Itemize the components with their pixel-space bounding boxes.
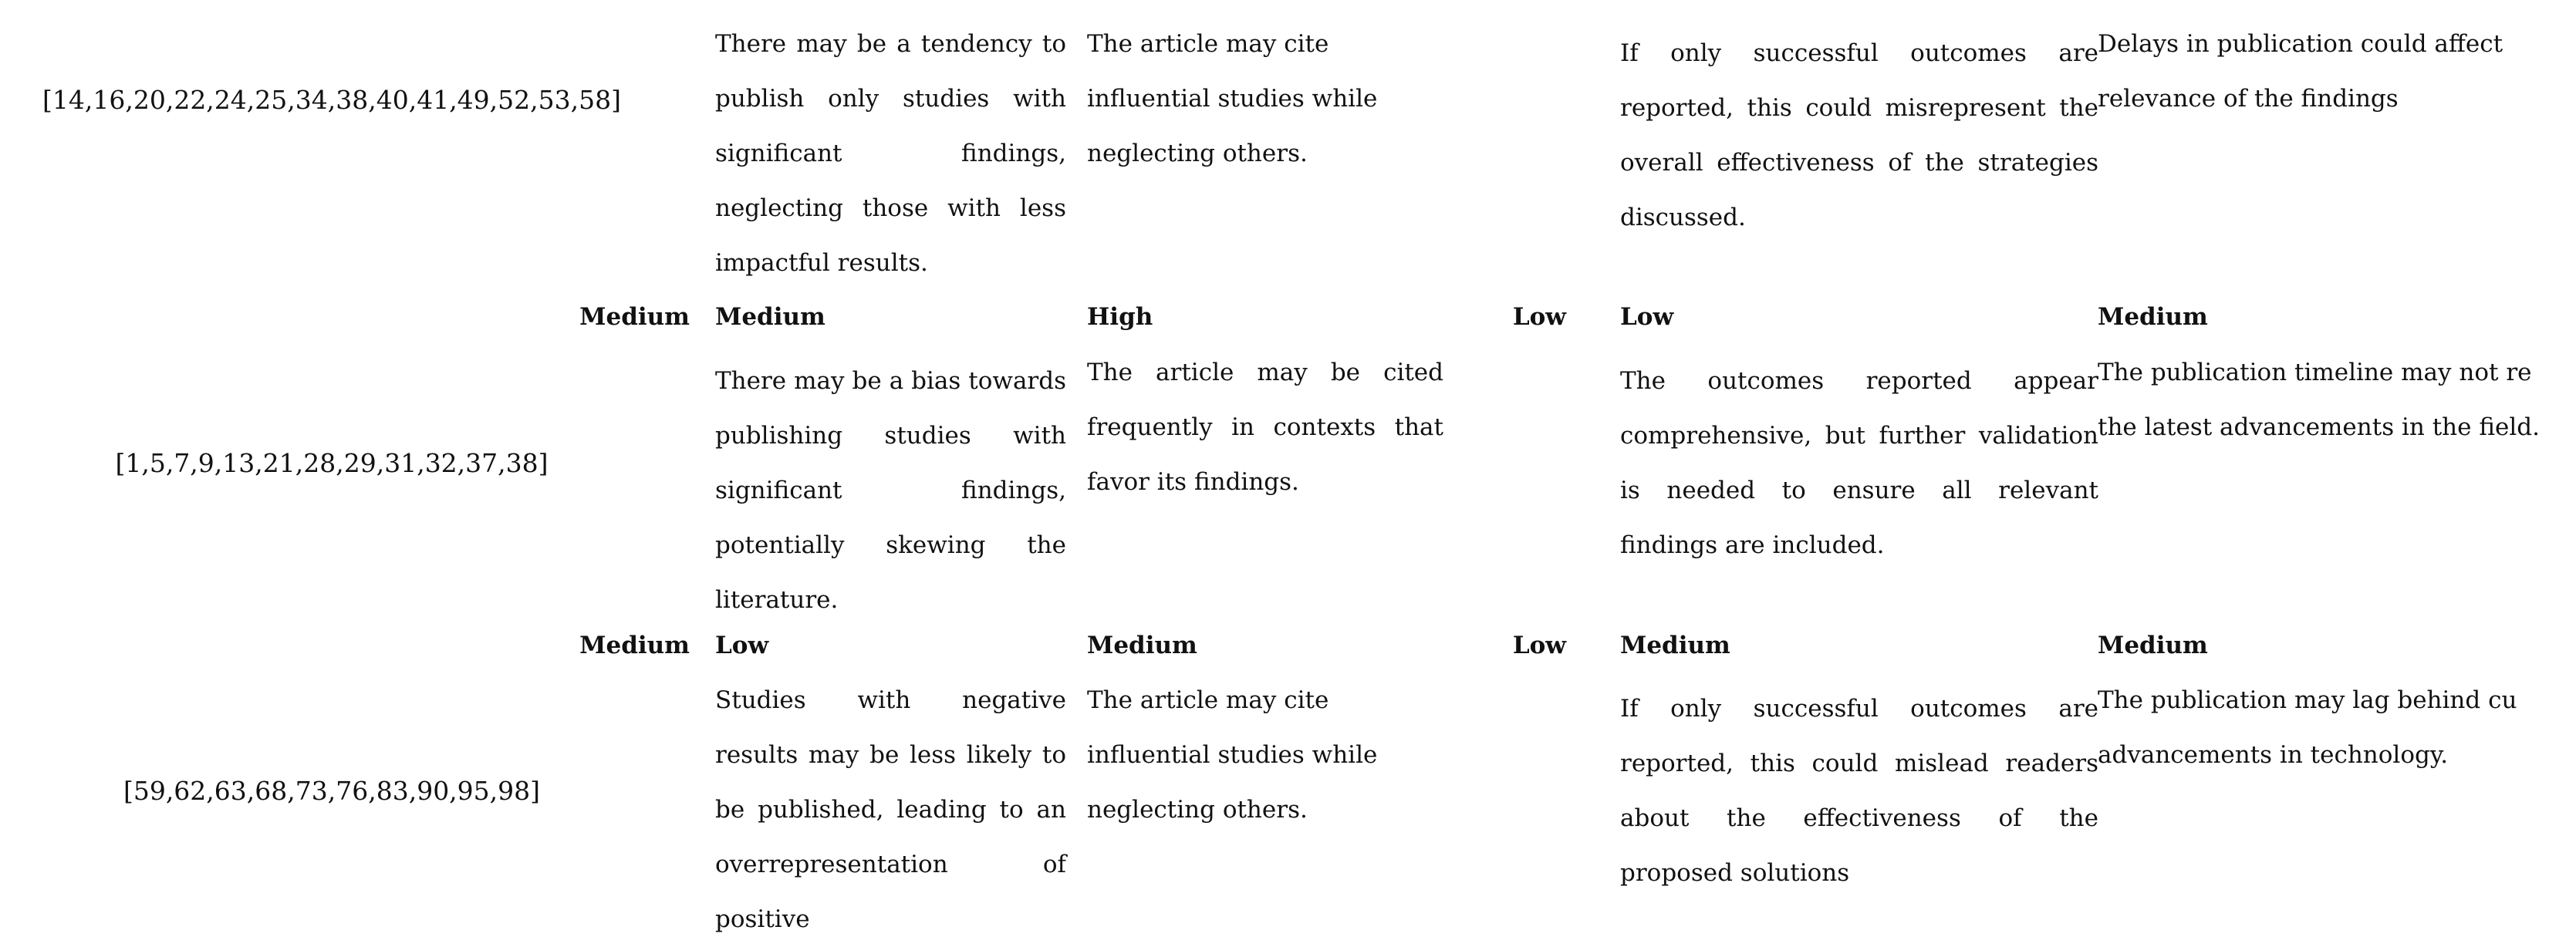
publication-bias-text: Studies with negative results may be less likely to be published, leading to an overrepresentation of positive	[715, 686, 1066, 933]
time-lag-text: The publication may lag behind cu advancements in technology.	[2098, 686, 2517, 769]
time-lag-text: Delays in publication could affect relevance of the findings	[2098, 30, 2503, 113]
citation-bias-text: The article may cite influential studies while neglecting others.	[1087, 30, 1378, 167]
bias-level: Medium	[579, 632, 690, 659]
outcome-reporting-text: The outcomes reported appear comprehensive, but further validation is needed to ensure all relevant findings are included.	[1620, 367, 2098, 559]
outcome-reporting-level: Low	[1620, 303, 1674, 331]
publication-bias-level: Medium	[715, 303, 825, 331]
reference-list: [1,5,7,9,13,21,28,29,31,32,37,38]	[115, 448, 549, 478]
outcome-reporting-text: If only successful outcomes are reported, this could misrepresent the overall effectiveness of the strategies discussed.	[1620, 39, 2098, 231]
outcome-reporting-level: Medium	[1620, 632, 1730, 659]
citation-bias-text: The article may cite influential studies while neglecting others.	[1087, 686, 1378, 824]
bias-level: Low	[1512, 632, 1566, 659]
reference-list: [14,16,20,22,24,25,34,38,40,41,49,52,53,58]	[42, 85, 621, 115]
bias-level: Medium	[579, 303, 690, 331]
publication-bias-text: There may be a tendency to publish only studies with significant findings, neglecting those with less impactful results.	[715, 30, 1066, 277]
bias-level: Low	[1512, 303, 1566, 331]
time-lag-level: Medium	[2098, 632, 2208, 659]
reference-list: [59,62,63,68,73,76,83,90,95,98]	[123, 776, 541, 806]
publication-bias-level: Low	[715, 632, 769, 659]
time-lag-level: Medium	[2098, 303, 2208, 331]
citation-bias-level: High	[1087, 303, 1153, 331]
citation-bias-level: Medium	[1087, 632, 1197, 659]
outcome-reporting-text: If only successful outcomes are reported, this could mislead readers about the effectiveness of the proposed solutions	[1620, 695, 2098, 887]
citation-bias-text: The article may be cited frequently in contexts that favor its findings.	[1087, 359, 1443, 496]
publication-bias-text: There may be a bias towards publishing studies with significant findings, potentially skewing the literature.	[715, 367, 1066, 614]
time-lag-text: The publication timeline may not re the latest advancements in the field.	[2098, 359, 2540, 441]
